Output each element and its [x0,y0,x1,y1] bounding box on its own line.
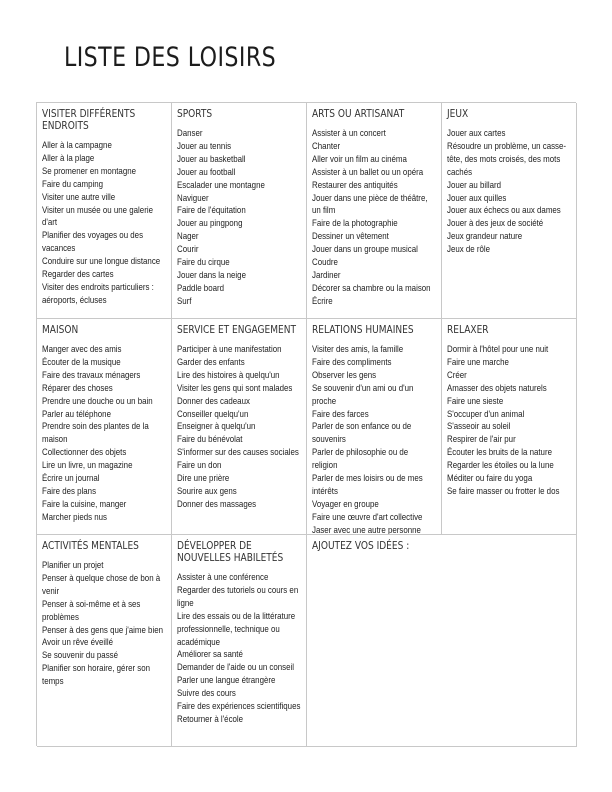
list-item: Visiter un musée ou une galerie d'art [42,204,153,228]
list-item: Se souvenir d'un ami ou d'un proche [312,382,414,406]
category-title: AJOUTEZ VOS IDÉES : [312,540,410,552]
list-item: Dire une prière [177,473,230,484]
list-item: Donner des massages [177,498,257,509]
list-item: Assister à une conférence [177,572,269,582]
list-item: Écrire [312,295,333,306]
list-item: Écouter de la musique [42,356,121,367]
list-item: Respirer de l'air pur [447,434,516,445]
category-list [42,343,166,524]
list-item: Écrire un journal [42,473,100,484]
category-title: SPORTS [177,108,213,120]
list-item: S'occuper d'un animal [447,408,525,419]
list-item: Restaurer des antiquités [312,179,398,190]
category-title: JEUX [447,108,469,120]
list-item: Jouer dans un groupe musical [312,244,418,255]
list-item: Jouer dans une pièce de théâtre, un film [312,192,428,216]
list-item: Faire des farces [312,408,369,419]
list-item: Danser [177,128,203,138]
category-list [312,343,436,535]
category-title: RELATIONS HUMAINES [312,324,414,336]
hobbies-grid [36,102,576,746]
category-list [312,127,436,308]
list-item: Planifier son horaire, gérer son temps [42,663,151,687]
list-item: Visiter des amis, la famille [312,344,404,354]
list-item: Garder des enfants [177,356,245,367]
category-cell-relaxer [442,319,577,535]
list-item: Jardiner [312,269,341,280]
list-item: Penser à soi-même et à ses problèmes [42,598,141,622]
list-item: Jouer aux quilles [447,192,507,203]
list-item: Jouer dans la neige [177,269,246,280]
list-item: Suivre des cours [177,688,236,699]
list-item: Assister à un concert [312,128,386,138]
list-item: Jouer à des jeux de société [447,218,544,229]
list-item: Marcher pieds nus [42,511,107,522]
list-item: Regarder des cartes [42,269,114,280]
list-item: Jouer au billard [447,179,502,190]
category-list [42,139,166,307]
list-item: Lire des essais ou de la littérature professionnelle, technique ou académique [177,610,296,647]
category-title: SERVICE ET ENGAGEMENT [177,324,296,336]
list-item: Faire des compliments [312,356,392,367]
category-title: MAISON [42,324,79,336]
list-item: Sourire aux gens [177,485,237,496]
list-item: Se souvenir du passé [42,650,118,661]
list-item: Faire des expériences scientifiques [177,701,301,712]
list-item: Surf [177,295,192,306]
list-item: Faire une sieste [447,395,504,406]
category-cell-service-et-engagement [172,319,307,535]
list-item: Paddle board [177,282,225,293]
list-item: Amasser des objets naturels [447,382,547,393]
list-item: Penser à des gens que j'aime bien [42,624,163,635]
list-item: Retourner à l'école [177,713,244,724]
list-item: Conseiller quelqu'un [177,408,249,419]
list-item: Lire un livre, un magazine [42,460,133,471]
list-item: Voyager en groupe [312,498,379,509]
category-cell-developper-de-nouvelles-habiletes [172,535,307,747]
list-item: Parler de son enfance ou de souvenirs [312,421,412,445]
category-cell-jeux [442,103,577,319]
list-item: Faire du cirque [177,257,230,268]
list-item: Faire du bénévolat [177,434,243,445]
list-item: Nager [177,231,199,242]
list-item: Manger avec des amis [42,344,122,354]
list-item: Chanter [312,140,341,151]
list-item: Assister à un ballet ou un opéra [312,166,424,177]
list-item: Regarder les étoiles ou la lune [447,460,554,471]
list-item: Jouer aux échecs ou aux dames [447,205,561,216]
list-item: Lire des histoires à quelqu'un [177,369,280,380]
category-cell-ajoutez-vos-idees [307,535,577,747]
list-item: Se promener en montagne [42,165,137,176]
list-item: Aller à la plage [42,152,95,163]
list-item: Parler de mes loisirs ou de mes intérêts [312,473,423,496]
list-item: Créer [447,369,467,380]
list-item: Faire une marche [447,356,509,367]
list-item: Coudre [312,257,338,268]
list-item: Jeux de rôle [447,244,491,255]
category-list [177,571,301,726]
list-item: Planifier un projet [42,560,104,570]
list-item: Jouer au pingpong [177,218,243,229]
list-item: Faire la cuisine, manger [42,498,127,509]
category-list [447,343,571,498]
list-item: S'asseoir au soleil [447,421,511,432]
list-item: Participer à une manifestation [177,344,282,354]
page-title: LISTE DES LOISIRS [64,42,277,73]
category-cell-visiter-differents-endroits [37,103,172,319]
list-item: Prendre une douche ou un bain [42,395,153,406]
list-item: Faire une œuvre d'art collective [312,511,423,522]
list-item: Décorer sa chambre ou la maison [312,282,431,293]
list-item: Améliorer sa santé [177,649,243,660]
list-item: Courir [177,244,199,255]
list-item: Parler au téléphone [42,408,111,419]
category-title: ARTS OU ARTISANAT [312,108,405,120]
list-item: Collectionner des objets [42,447,127,458]
list-item: Jouer au tennis [177,140,232,151]
category-list [177,127,301,308]
list-item: Naviguer [177,192,209,203]
list-item: Jouer au basketball [177,153,246,164]
list-item: Conduire sur une longue distance [42,256,161,267]
list-item: Escalader une montagne [177,179,265,190]
category-title: VISITER DIFFÉRENTS ENDROITS [42,108,136,132]
list-item: Donner des cadeaux [177,395,250,406]
list-item: Méditer ou faire du yoga [447,473,533,484]
list-item: Jeux grandeur nature [447,231,523,242]
list-item: Résoudre un problème, un casse-tête, des mots croisés, des mots cachés [447,140,567,177]
list-item: Observer les gens [312,369,377,380]
list-item: Faire du camping [42,178,104,189]
list-item: Aller à la campagne [42,140,112,150]
list-item: Jouer aux cartes [447,128,506,138]
list-item: Aller voir un film au cinéma [312,153,407,164]
list-item: Avoir un rêve éveillé [42,637,114,648]
category-title: DÉVELOPPER DE NOUVELLES HABILETÉS [177,540,284,564]
list-item: Jouer au football [177,166,236,177]
list-item: Enseigner à quelqu'un [177,421,256,432]
list-item: Écouter les bruits de la nature [447,447,552,458]
list-item: Faire de l'équitation [177,205,246,216]
category-list [177,343,301,511]
list-item: Dormir à l'hôtel pour une nuit [447,344,549,354]
list-item: Faire des travaux ménagers [42,369,141,380]
list-item: Parler une langue étrangère [177,675,276,686]
list-item: Réparer des choses [42,382,113,393]
list-item: Prendre soin des plantes de la maison [42,421,149,445]
category-title: RELAXER [447,324,489,336]
list-item: Faire un don [177,460,222,471]
category-cell-arts-ou-artisanat [307,103,442,319]
category-title: ACTIVITÉS MENTALES [42,540,139,552]
list-item: Visiter des endroits particuliers : aéroports, écluses [42,281,154,305]
list-item: Planifier des voyages ou des vacances [42,230,144,254]
list-item: Regarder des tutoriels ou cours en ligne [177,584,299,608]
category-list [42,559,166,688]
category-cell-activites-mentales [37,535,172,747]
category-cell-sports [172,103,307,319]
list-item: Visiter les gens qui sont malades [177,382,293,393]
list-item: Faire de la photographie [312,218,398,229]
list-item: Parler de philosophie ou de religion [312,447,409,471]
category-cell-relations-humaines [307,319,442,535]
list-item: Se faire masser ou frotter le dos [447,485,560,496]
list-item: Jaser avec une autre personne [312,524,421,535]
list-item: S'informer sur des causes sociales [177,447,299,458]
list-item: Dessiner un vêtement [312,231,389,242]
list-item: Demander de l'aide ou un conseil [177,662,295,673]
list-item: Penser à quelque chose de bon à venir [42,572,161,596]
list-item: Visiter une autre ville [42,191,116,202]
list-item: Faire des plans [42,485,97,496]
category-list [447,127,571,256]
category-cell-maison [37,319,172,535]
